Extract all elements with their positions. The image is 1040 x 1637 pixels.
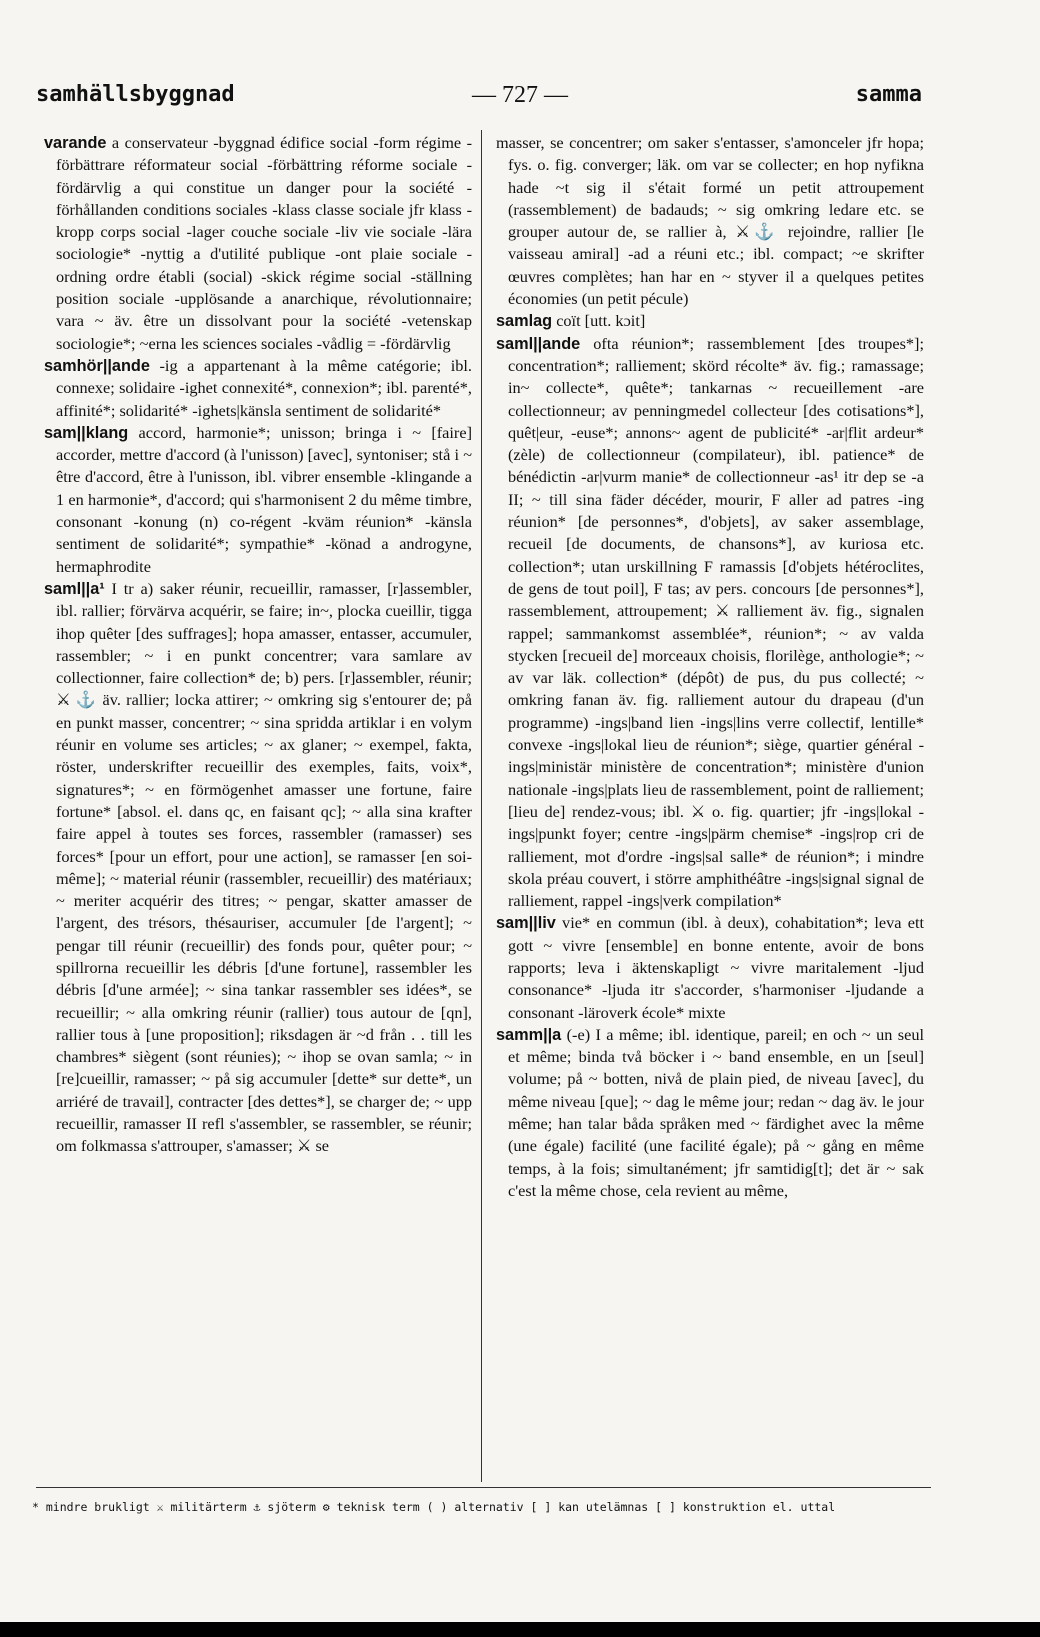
headword: samm||a bbox=[496, 1025, 562, 1044]
headword: samhör||ande bbox=[44, 356, 150, 375]
footer-rule bbox=[36, 1487, 931, 1488]
entry bbox=[496, 132, 924, 310]
running-head-left: samhällsbyggnad bbox=[36, 82, 235, 107]
running-head-right: samma bbox=[855, 82, 922, 107]
entry-text: vie* en commun (ibl. à deux), cohabitation*; leva ett gott ~ vivre [ensemble] en bonne entente, avoir de bons rapports; leva i äktenskapligt ~ vivre maritalement -ljud consonance* -ljuda itr s'accorder, s'harmoniser -ljudande a consonant -läroverk école* mixte bbox=[508, 913, 924, 1022]
entry-text: a conservateur -byggnad édifice social -form régime -förbättrare réformateur social -förbättring réforme sociale -fördärvlig a qui constitue un danger pour la société -förhållanden conditions sociales -klass classe sociale jfr klass -kropp corps social -lager couche sociale -liv vie sociale -lära sociologie* -nyttig a d'utilité publique -ont plaie sociale -ordning ordre établi (social) -skick régime social -ställning position sociale -upplösande a anarchique, révolutionnaire; vara ~ äv. être un dissolvant pour la société -vetenskap sociologie*; ~erna les sciences sociales -vådlig = -fördärvlig bbox=[56, 133, 472, 353]
entry bbox=[44, 422, 472, 578]
entry-text: accord, harmonie*; unisson; bringa i ~ [faire] accorder, mettre d'accord (à l'unisson) [avec], syntoniser; stå i ~ être d'accord, être à l'unisson, ibl. vibrer ensemble -klingande a 1 en harmonie*, d'accord; qui s'harmonisent 2 du même timbre, consonant -konung (n) co-régent -kväm réunion* -känsla sentiment de solidarité*; sympathie* -könad a androgyne, hermaphrodite bbox=[56, 422, 472, 576]
scan-edge bbox=[0, 1622, 1040, 1637]
symbol-legend: * mindre brukligt ⚔ militärterm ⚓ sjöterm ⚙ teknisk term ( ) alternativ [ ] kan utelämnas [ ] konstruktion el. uttal bbox=[32, 1500, 836, 1514]
headword: saml||ande bbox=[496, 334, 581, 353]
headword: varande bbox=[44, 134, 107, 152]
entry bbox=[44, 132, 472, 355]
headword: sam||klang bbox=[44, 423, 129, 442]
headword: samlag bbox=[496, 312, 553, 331]
entry-text: ofta réunion*; rassemblement [des troupes*]; concentration*; ralliement; skörd récolte* äv. fig.; ramassage; in~ collecte*, quête*; tankarnas ~ recueillement -are collectionneur; av penningmedel collecteur [des cotisations*], quêt|eur, -euse*; annons~ agent de publicité* -ar|flit ardeur* (zèle) de collectionneur (compilateur), ibl. patience* de bénédictin -ar|vurm manie* de collectionneur -as¹ itr dep se -a II; ~ till sina fäder décéder, mourir, F aller ad patres -ing réunion* [de personnes*, d'objets], av saker assemblage, recueil [de documents, de chansons*], av kuriosa etc. collection*; utan urskillning F ramassis [d'objets hétéroclites, de gens de tout poil], F tas; av pers. concours [de personnes*], rassemblement, attroupement; ⚔ ralliement äv. fig., signalen rappel; sammankomst assemblée*, réunion*; ~ av valda stycken [recueil de] morceaux choisis, florilège, anthologie*; ~ av var läk. collection* (dépôt) de pus, du pus collecté; ~ omkring fanan äv. fig. ralliement autour du drapeau (d'un programme) -ings|band lien -ings|lins verre collectif, lentille* convexe -ings|lokal lieu de réunion*; siège, quartier général -ings|ministär ministère de concentration*; ministère d'union nationale -ings|plats lieu de rassemblement, point de ralliement; [lieu de] rendez-vous; ibl. ⚔ o. fig. quartier; jfr -ings|lokal -ings|punkt foyer; centre -ings|pärm chemise* -ings|rop cri de ralliement, mot d'ordre -ings|sal salle* de réunion*; i mindre skola préau couvert, i större amphithéâtre -ings|signal signal de ralliement, rappel -ings|verk compilation* bbox=[508, 333, 924, 911]
entry bbox=[496, 912, 924, 1023]
page-number: — 727 — bbox=[472, 82, 568, 108]
entry bbox=[44, 355, 472, 422]
entry-text: masser, se concentrer; om saker s'entasser, s'amonceler jfr hopa; fys. o. fig. converger; läk. om var se collecter; en hop nyfikna hade ~t sig il s'était formé un petit attroupement (rassemblement) de badauds; ~ sig omkring ledare etc. se grouper autour de, se rallier à, ⚔⚓ rejoindre, rallier [le vaisseau amiral] -ad a réuni etc.; ibl. compact; ~e skrifter œuvres complètes; han har en ~ styver il a quelques petites économies (un petit pécule) bbox=[496, 133, 924, 309]
entry-text: -ig a appartenant à la même catégorie; ibl. connexe; solidaire -ighet connexité*, connexion*; ibl. parenté*, affinité*; solidarité* -ighets|känsla sentiment de solidarité* bbox=[56, 355, 472, 420]
entry-text: (-e) I a même; ibl. identique, pareil; en och ~ un seul et même; binda två böcker i ~ band ensemble, en un [seul] volume; på ~ botten, nivå de plain pied, de niveau [avec], du même niveau [que]; ~ dag le même jour; redan ~ dag äv. le jour même; han talar båda språken med ~ färdighet avec la même (une égale) facilité (une facilité égale); på ~ gång en même temps, à la fois; simultanément; jfr samtidig[t]; det är ~ sak c'est la même chose, cela revient au même, bbox=[508, 1024, 924, 1200]
left-column bbox=[44, 132, 472, 1479]
entry bbox=[44, 578, 472, 1158]
entry-text: I tr a) saker réunir, recueillir, ramasser, [r]assembler, ibl. rallier; förvärva acquérir, se faire; in~, plocka cueillir, tigga ihop quêter [des suffrages]; hopa amasser, entasser, accumuler, rassembler; ~ i en punkt concentrer; vara samlare av collectionner, faire collection* de; b) pers. [r]assembler, réunir; ⚔ ⚓ äv. rallier; locka attirer; ~ omkring sig s'entourer de; på en punkt masser, concentrer; ~ sina spridda artiklar i en volym réunir en volume ses articles; ~ ax glaner; ~ exempel, fakta, röster, underskrifter recueillir des exemples, faits, voix*, signatures*; ~ en förmögenhet amasser une fortune, faire fortune* [absol. el. dans qc, en faisant qc]; ~ alla sina krafter faire appel à toutes ses forces, rassembler (ramasser) ses forces* [pour un effort, pour une action], se ramasser [en soi-même]; ~ material réunir (rassembler, recueillir) des matériaux; ~ meriter acquérir des titres; ~ pengar, skatter amasser de l'argent, des trésors, thésauriser, accumuler [de l'argent]; ~ pengar till réunir (recueillir) des fonds pour, quêter pour; ~ spillrorna recueillir les débris [d'une fortune], rassembler les débris [d'une armée]; ~ sina tankar rassembler ses idées*, se recueillir; ~ alla omkring réunir (rallier) tous autour de [qn], rallier tous à [une proposition]; riksdagen är ~d från . . till les chambres* siègent (sont réunies); ~ ihop se ovan samla; ~ in [re]cueillir, ramasser; ~ på sig accumuler [dette* sur dette*, un arriéré de travail], contracter [des dettes*], se charger de; ~ upp recueillir, ramasser II refl s'assembler, se rassembler, se réunir; om folkmassa s'attrouper, s'amasser; ⚔ se bbox=[56, 578, 472, 1156]
entry bbox=[496, 310, 924, 332]
column-divider bbox=[481, 130, 482, 1482]
entry bbox=[496, 333, 924, 913]
entry bbox=[496, 1024, 924, 1202]
headword: saml||a¹ bbox=[44, 579, 105, 598]
headword: sam||liv bbox=[496, 914, 556, 933]
right-column bbox=[496, 132, 924, 1479]
entry-text: coït [utt. kɔit] bbox=[552, 311, 646, 331]
